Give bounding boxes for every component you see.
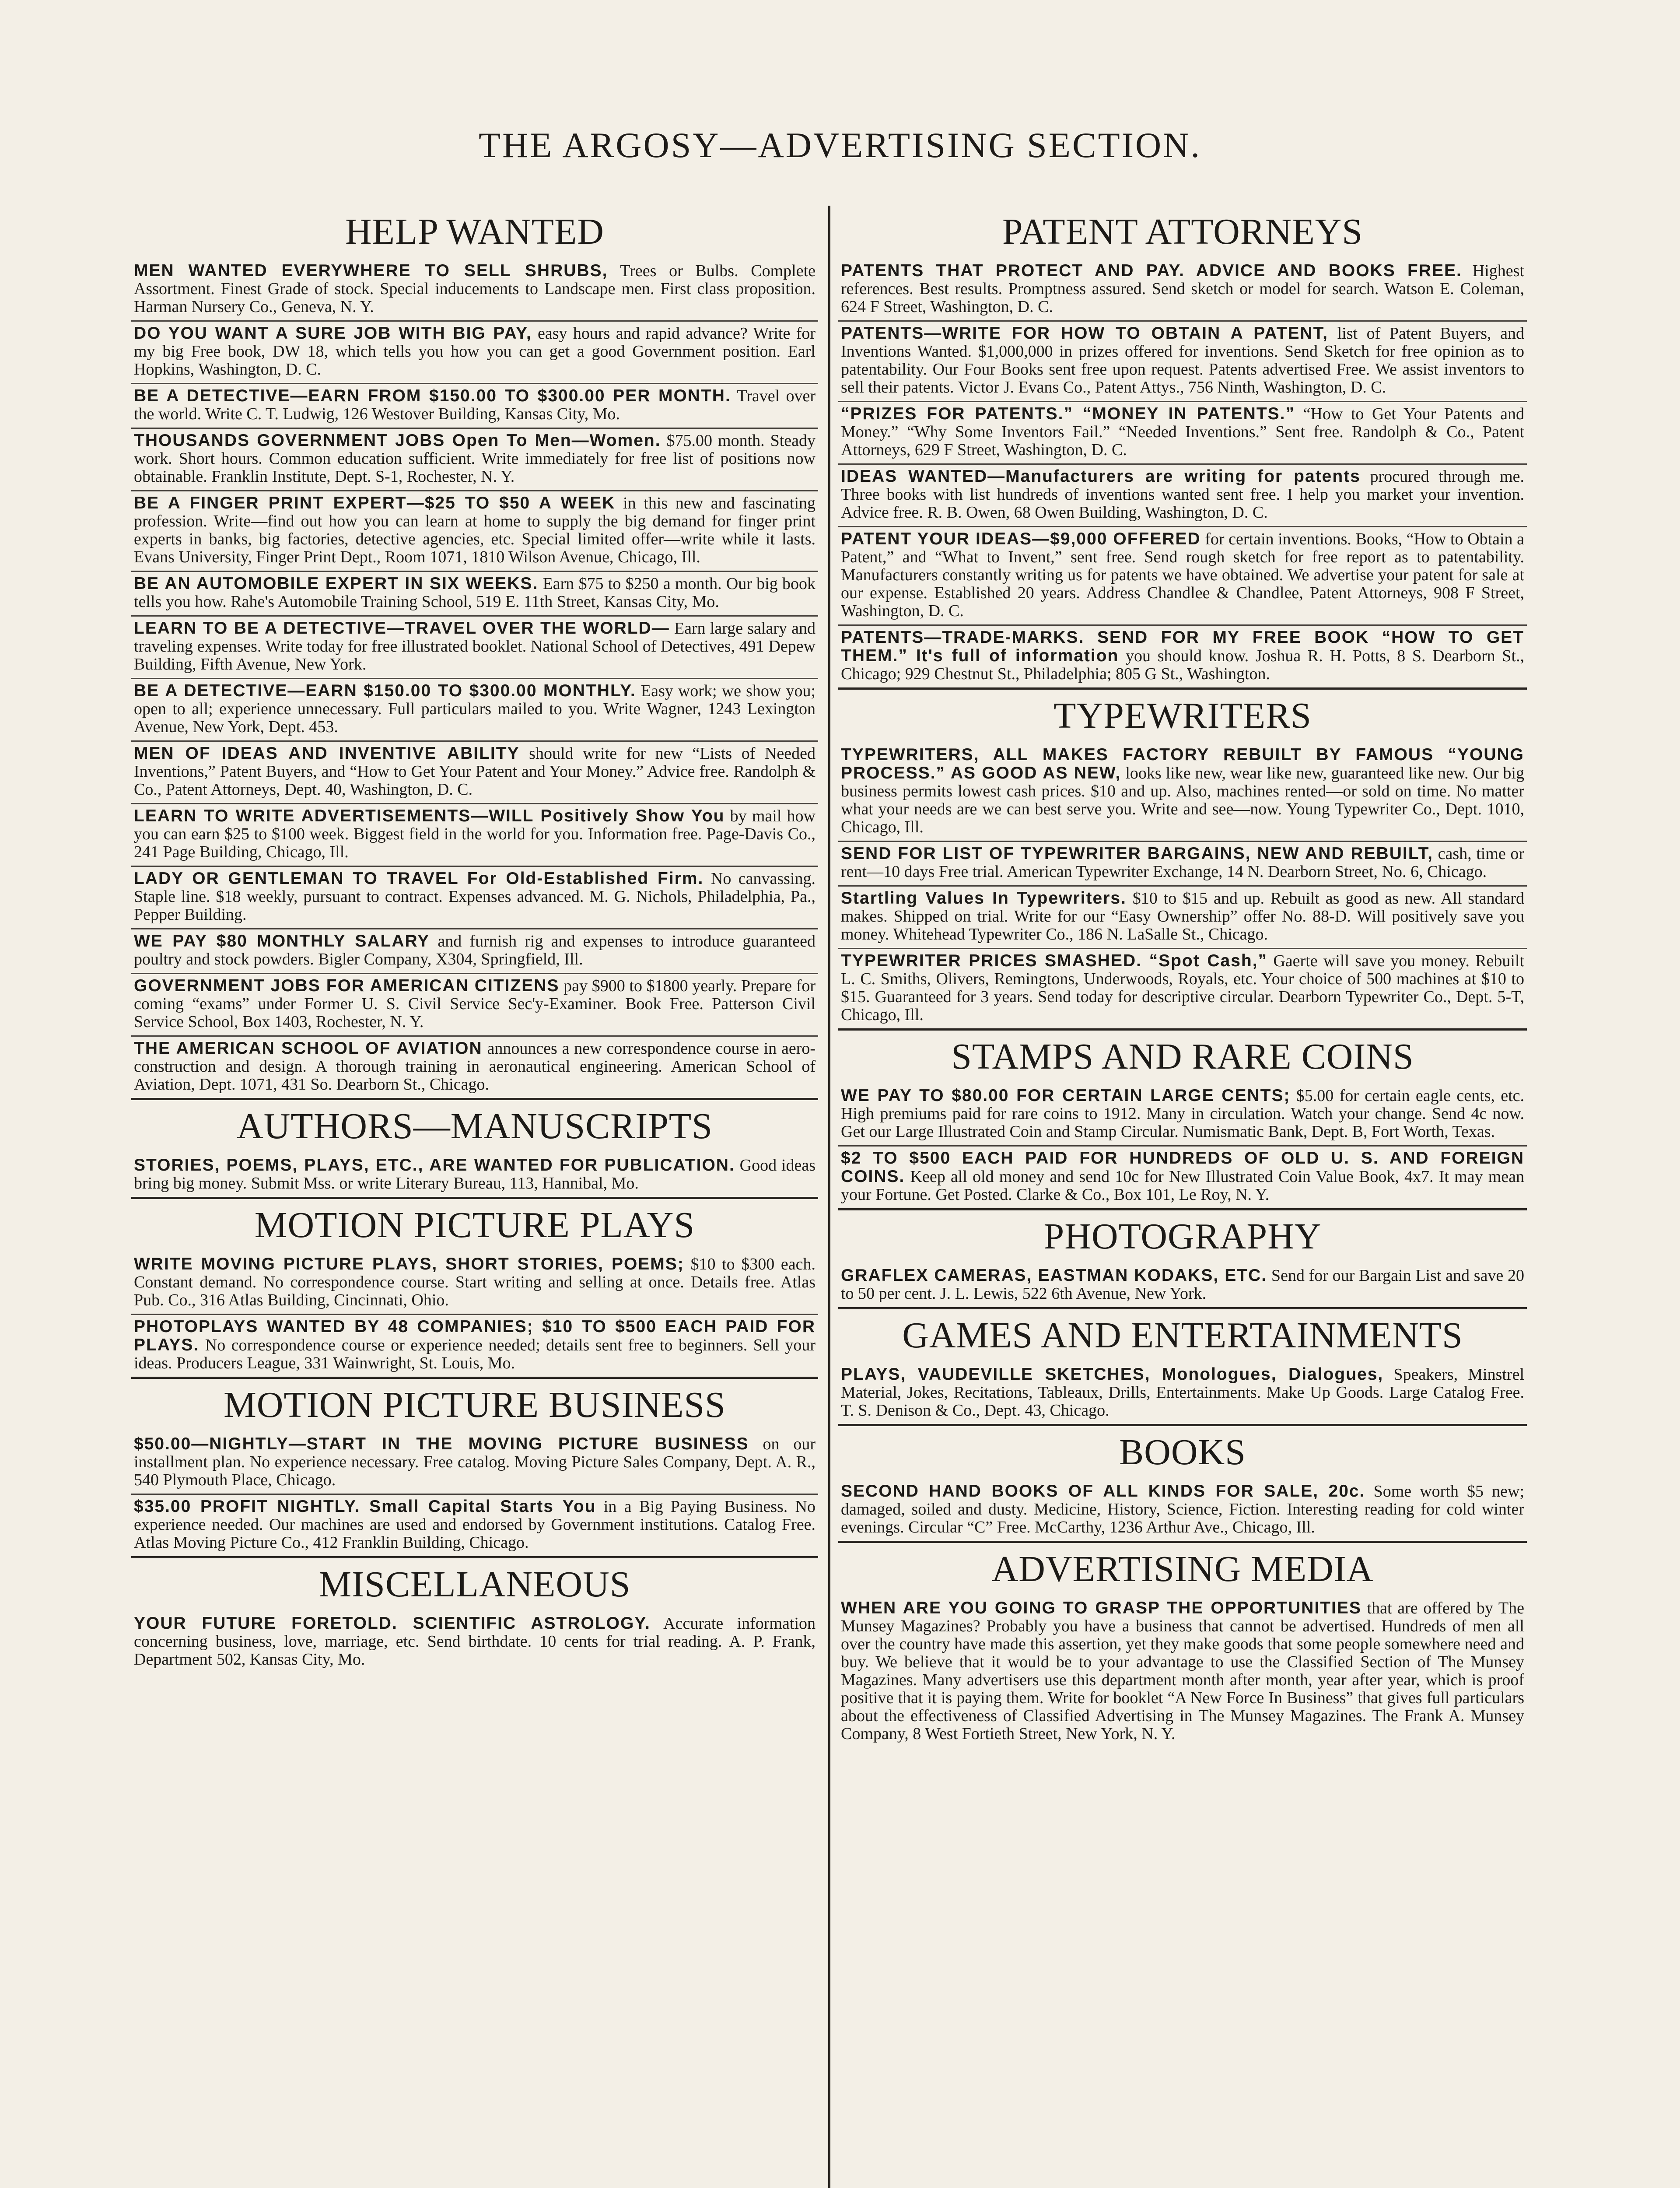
ad-headline: Startling Values In Typewriters. (841, 889, 1127, 908)
ad-body: Gaerte will save you money. Rebuilt L. C. Smiths, Olivers, Remingtons, Underwoods, Royals, etc. Your choice of 500 machines at $10 to $15. Guaranteed for 3 years. Send today for descriptive circular. Dearborn Typewriter Co., Dept. 5-T, Chicago, Ill. (841, 952, 1525, 1024)
ad-headline: PHOTOPLAYS WANTED BY 48 COMPANIES; $10 TO $500 EACH PAID FOR PLAYS. (134, 1317, 816, 1354)
classified-ad (131, 259, 818, 320)
classified-ad (838, 401, 1527, 463)
section-title: PATENT ATTORNEYS (1002, 211, 1363, 252)
classified-ad (131, 490, 818, 571)
column-divider (828, 206, 830, 2188)
section-title: ADVERTISING MEDIA (991, 1549, 1374, 1589)
classified-ad (131, 1035, 818, 1098)
ad-body: that are offered by The Munsey Magazines? Probably you have a business that cannot be advertised. Hundreds of men all over the country have made this assertion, yet they make goods that some people somewhere need and buy. We believe that it would be to your advantage to use the Classified Section of The Munsey Magazines. Many advertisers use this department month after month, year after year, which is proof positive that it is paying them. Write for booklet “A New Force In Business” that gives full particulars about the effectiveness of Classified Advertising in The Munsey Magazines. The Frank A. Munsey Company, 8 West Fortieth Street, New York, N. Y. (841, 1599, 1524, 1743)
section-typewriters (838, 690, 1527, 1031)
ad-body: on our installment plan. No experience necessary. Free catalog. Moving Picture Sales Company, Dept. A. R., 540 Plymouth Place, Chicago. (134, 1435, 816, 1489)
ad-body: announces a new correspondence course in aero-construction and design. A thorough training in aeronautical engineering. American School of Aviation, Dept. 1071, 431 So. Dearborn St., Chicago. (134, 1039, 816, 1094)
classified-ad (838, 1145, 1527, 1208)
section-photography (838, 1210, 1527, 1309)
ad-body: Earn $75 to $250 a month. Our big book tells you how. Rahe's Automobile Training School, 519 E. 11th Street, Kansas City, Mo. (134, 575, 816, 611)
section-authors-manuscripts (131, 1100, 818, 1199)
ad-headline: LEARN TO BE A DETECTIVE—TRAVEL OVER THE WORLD— (134, 619, 670, 638)
ad-headline: THE AMERICAN SCHOOL OF AVIATION (134, 1039, 483, 1058)
section-help-wanted (131, 206, 818, 1100)
section-title: MOTION PICTURE PLAYS (254, 1205, 695, 1245)
ad-headline: TYPEWRITERS, ALL MAKES FACTORY REBUILT BY FAMOUS “YOUNG PROCESS.” AS GOOD AS NEW, (841, 745, 1524, 782)
ad-headline: WE PAY TO $80.00 FOR CERTAIN LARGE CENTS; (841, 1086, 1291, 1105)
ad-body: No correspondence course or experience needed; details sent free to beginners. Sell your ideas. Producers League, 331 Wainwright, St. Louis, Mo. (134, 1336, 816, 1372)
ad-body: Easy work; we show you; open to all; experience unnecessary. Full particulars mailed to you. Write Wagner, 1243 Lexington Avenue, New York, Dept. 453. (134, 682, 816, 736)
ad-headline: PATENTS—TRADE-MARKS. SEND FOR MY FREE BOOK “HOW TO GET THEM.” It's full of information (841, 628, 1524, 665)
ad-headline: BE A DETECTIVE—EARN FROM $150.00 TO $300.00 PER MONTH. (134, 386, 731, 405)
section-title: MISCELLANEOUS (318, 1564, 631, 1605)
ad-headline: LEARN TO WRITE ADVERTISEMENTS—WILL Positively Show You (134, 806, 725, 825)
ad-headline: MEN OF IDEAS AND INVENTIVE ABILITY (134, 744, 520, 763)
classified-ad (131, 1432, 818, 1494)
ad-headline: GRAFLEX CAMERAS, EASTMAN KODAKS, ETC. (841, 1266, 1267, 1285)
ad-body: No canvassing. Staple line. $18 weekly, pursuant to contract. Expenses advanced. M. G. Nichols, Philadelphia, Pa., Pepper Building. (134, 870, 816, 924)
ad-body: Trees or Bulbs. Complete Assortment. Finest Grade of stock. Special inducements to Landscape men. First class proposition. Harman Nursery Co., Geneva, N. Y. (134, 262, 816, 316)
ad-headline: WRITE MOVING PICTURE PLAYS, SHORT STORIES, POEMS; (134, 1255, 684, 1273)
ad-body: Highest references. Best results. Promptness assured. Send sketch or model for search. Watson E. Coleman, 624 F Street, Washington, D. C. (841, 262, 1524, 316)
section-title: STAMPS AND RARE COINS (951, 1036, 1414, 1077)
ad-headline: PATENT YOUR IDEAS—$9,000 OFFERED (841, 529, 1201, 548)
classified-ad (838, 948, 1527, 1028)
left-column (131, 206, 818, 1673)
ad-body: in a Big Paying Business. No experience needed. Our machines are used and endorsed by Government institutions. Catalog Free. Atlas Moving Picture Co., 412 Franklin Building, Chicago. (134, 1497, 816, 1552)
ad-headline: PATENTS—WRITE FOR HOW TO OBTAIN A PATENT, (841, 324, 1328, 343)
section-title: MOTION PICTURE BUSINESS (224, 1385, 726, 1425)
ad-headline: GOVERNMENT JOBS FOR AMERICAN CITIZENS (134, 976, 560, 995)
ad-body: you should know. Joshua R. H. Potts, 8 S. Dearborn St., Chicago; 929 Chestnut St., Philadelphia; 805 G St., Washington. (841, 647, 1525, 683)
section-motion-picture-plays (131, 1199, 818, 1379)
ad-body: $10 to $15 and up. Rebuilt as good as new. All standard makes. Shipped on trial. Write for our “Easy Ownership” offer No. 88-D. Will positively save you money. Whitehead Typewriter Co., 186 N. LaSalle St., Chicago. (841, 889, 1525, 943)
classified-ad (838, 885, 1527, 948)
ad-body: pay $900 to $1800 yearly. Prepare for coming “exams” under Former U. S. Civil Service Sec'y-Examiner. Book Free. Patterson Civil Service School, Box 1403, Rochester, N. Y. (134, 977, 816, 1031)
page-header: THE ARGOSY—ADVERTISING SECTION. (478, 125, 1201, 165)
ad-headline: BE AN AUTOMOBILE EXPERT IN SIX WEEKS. (134, 574, 539, 593)
classified-ad (131, 1494, 818, 1556)
ad-headline: MEN WANTED EVERYWHERE TO SELL SHRUBS, (134, 261, 608, 280)
classified-ad (131, 383, 818, 428)
classified-ad (131, 1314, 818, 1377)
classified-ad (131, 866, 818, 928)
classified-ad (131, 678, 818, 740)
classified-ad (838, 1480, 1527, 1541)
ad-body: for certain inventions. Books, “How to Obtain a Patent,” and “What to Invent,” sent free. Send rough sketch for free report as to patentability. Manufacturers constantly writing us for patents we have obtained. We advertise your patent for sale at our expense. Established 20 years. Address Chandlee & Chandlee, Patent Attorneys, 908 F Street, Washington, D. C. (841, 530, 1524, 620)
classified-ad (131, 428, 818, 490)
classified-ad (131, 803, 818, 866)
ad-body: should write for new “Lists of Needed Inventions,” Patent Buyers, and “How to Get Your Patent and Your Money.” Advice free. Randolph & Co., Patent Attorneys, Dept. 40, Washington, D. C. (134, 744, 816, 799)
classified-ad (131, 320, 818, 383)
classified-ad (131, 740, 818, 803)
classified-ad (131, 928, 818, 973)
ad-body: Some worth $5 new; damaged, soiled and dusty. Medicine, History, Science, Fiction. Interesting reading for cold winter evenings. Circular “C” Free. McCarthy, 1236 Arthur Ave., Chicago, Ill. (841, 1482, 1525, 1536)
section-title: AUTHORS—MANUSCRIPTS (237, 1106, 713, 1147)
ad-body: Speakers, Minstrel Material, Jokes, Recitations, Tableaux, Drills, Entertainments. Make Up Goods. Large Catalog Free. T. S. Denison & Co., Dept. 43, Chicago. (841, 1365, 1525, 1420)
ad-body: cash, time or rent—10 days Free trial. American Typewriter Exchange, 14 N. Dearborn Street, No. 6, Chicago. (841, 845, 1525, 881)
ad-body: Earn large salary and traveling expenses. Write today for free illustrated booklet. National School of Detectives, 491 Depew Building, Fifth Avenue, New York. (134, 619, 816, 673)
ad-headline: IDEAS WANTED—Manufacturers are writing for patents (841, 467, 1361, 486)
section-title: PHOTOGRAPHY (1043, 1216, 1322, 1257)
ad-body: list of Patent Buyers, and Inventions Wanted. $1,000,000 in prizes offered for inventions. Send Sketch for free opinion as to patentability. Our Four Books sent free upon request. Patents advertised Free. We assist inventors to sell their patents. Victor J. Evans Co., Patent Attys., 756 Ninth, Washington, D. C. (841, 324, 1524, 396)
classified-ad (838, 841, 1527, 885)
section-advertising-media (838, 1543, 1527, 1747)
ad-headline: “PRIZES FOR PATENTS.” “MONEY IN PATENTS.” (841, 404, 1295, 423)
section-motion-picture-business (131, 1379, 818, 1558)
ad-headline: $50.00—NIGHTLY—START IN THE MOVING PICTURE BUSINESS (134, 1434, 749, 1453)
classified-ad (838, 743, 1527, 841)
ad-headline: PATENTS THAT PROTECT AND PAY. ADVICE AND BOOKS FREE. (841, 261, 1462, 280)
classified-ad (838, 1084, 1527, 1145)
classified-ad (131, 571, 818, 615)
ad-headline: LADY OR GENTLEMAN TO TRAVEL For Old-Established Firm. (134, 869, 704, 888)
section-title: HELP WANTED (345, 211, 604, 252)
ad-headline: TYPEWRITER PRICES SMASHED. “Spot Cash,” (841, 951, 1268, 970)
section-books (838, 1426, 1527, 1543)
ad-headline: THOUSANDS GOVERNMENT JOBS Open To Men—Women. (134, 431, 661, 450)
classified-ad (131, 615, 818, 678)
ad-headline: $35.00 PROFIT NIGHTLY. Small Capital Starts You (134, 1497, 596, 1516)
ad-body: in this new and fascinating profession. Write—find out how you can learn at home to supply the big demand for finger print experts in banks, big factories, detective agencies, etc. Special limited offer—write while it lasts. Evans University, Finger Print Dept., Room 1071, 1810 Wilson Avenue, Chicago, Ill. (134, 494, 816, 566)
classified-ad (838, 320, 1527, 401)
classified-ad (838, 1264, 1527, 1307)
section-stamps-and-rare-coins (838, 1031, 1527, 1210)
ad-body: “How to Get Your Patents and Money.” “Why Some Inventors Fail.” “Needed Inventions.” Sent free. Randolph & Co., Patent Attorneys, 629 F Street, Washington, D. C. (841, 405, 1524, 459)
ad-headline: YOUR FUTURE FORETOLD. SCIENTIFIC ASTROLOGY. (134, 1614, 651, 1633)
section-miscellaneous (131, 1558, 818, 1673)
ad-headline: BE A DETECTIVE—EARN $150.00 TO $300.00 MONTHLY. (134, 681, 636, 700)
classified-ad (131, 1612, 818, 1673)
section-title: TYPEWRITERS (1054, 695, 1312, 736)
classified-ad (838, 526, 1527, 624)
ad-headline: PLAYS, VAUDEVILLE SKETCHES, Monologues, Dialogues, (841, 1365, 1384, 1384)
ad-headline: WHEN ARE YOU GOING TO GRASP THE OPPORTUNITIES (841, 1599, 1362, 1617)
classified-ad (838, 1363, 1527, 1424)
section-patent-attorneys (838, 206, 1527, 690)
classified-ad (838, 463, 1527, 526)
ad-body: and furnish rig and expenses to introduce guaranteed poultry and stock powders. Bigler Company, X304, Springfield, Ill. (134, 932, 816, 968)
ad-body: easy hours and rapid advance? Write for my big Free book, DW 18, which tells you how you can get a good Government position. Earl Hopkins, Washington, D. C. (134, 324, 816, 379)
ad-body: Keep all old money and send 10c for New Illustrated Coin Value Book, 4x7. It may mean your Fortune. Get Posted. Clarke & Co., Box 101, Le Roy, N. Y. (841, 1168, 1525, 1204)
ad-body: Send for our Bargain List and save 20 to 50 per cent. J. L. Lewis, 522 6th Avenue, New York. (841, 1266, 1524, 1303)
classified-ad (838, 1596, 1527, 1747)
ad-body: procured through me. Three books with list hundreds of inventions wanted sent free. I help you market your invention. Advice free. R. B. Owen, 68 Owen Building, Washington, D. C. (841, 467, 1525, 522)
classified-ad (131, 1252, 818, 1314)
ad-headline: $2 TO $500 EACH PAID FOR HUNDREDS OF OLD U. S. AND FOREIGN COINS. (841, 1149, 1524, 1186)
ad-headline: DO YOU WANT A SURE JOB WITH BIG PAY, (134, 324, 532, 343)
ad-body: $5.00 for certain eagle cents, etc. High premiums paid for rare coins to 1912. Many in circulation. Watch your change. Send 4c now. Get our Large Illustrated Coin and Stamp Circular. Numismatic Bank, Dept. B, Fort Worth, Texas. (841, 1087, 1525, 1141)
ad-body: by mail how you can earn $25 to $100 week. Biggest field in the world for you. Information free. Page-Davis Co., 241 Page Building, Chicago, Ill. (134, 807, 816, 861)
ad-headline: WE PAY $80 MONTHLY SALARY (134, 932, 430, 950)
section-games-and-entertainments (838, 1309, 1527, 1426)
ad-body: Accurate information concerning business, love, marriage, etc. Send birthdate. 10 cents for trial reading. A. P. Frank, Department 502, Kansas City, Mo. (134, 1614, 816, 1669)
ad-body: looks like new, wear like new, guaranteed like new. Our big business permits lowest cash prices. $10 and up. Also, machines rented—or sold on time. No matter what your needs are we can best serve you. Write and see—now. Young Typewriter Co., Dept. 1010, Chicago, Ill. (841, 764, 1524, 836)
ad-body: $75.00 month. Steady work. Short hours. Common education sufficient. Write immediately for free list of positions now obtainable. Franklin Institute, Dept. S-1, Rochester, N. Y. (134, 431, 816, 486)
classified-ad (131, 1154, 818, 1197)
section-title: GAMES AND ENTERTAINMENTS (902, 1315, 1463, 1356)
ad-headline: SEND FOR LIST OF TYPEWRITER BARGAINS, NEW AND REBUILT, (841, 844, 1433, 863)
ad-headline: BE A FINGER PRINT EXPERT—$25 TO $50 A WEEK (134, 494, 616, 512)
classified-ad (838, 624, 1527, 687)
ad-body: Good ideas bring big money. Submit Mss. or write Literary Bureau, 113, Hannibal, Mo. (134, 1156, 816, 1192)
classified-ad (838, 259, 1527, 320)
ad-headline: SECOND HAND BOOKS OF ALL KINDS FOR SALE, 20c. (841, 1482, 1365, 1501)
ad-headline: STORIES, POEMS, PLAYS, ETC., ARE WANTED FOR PUBLICATION. (134, 1156, 735, 1175)
classified-ad (131, 973, 818, 1035)
ad-body: $10 to $300 each. Constant demand. No correspondence course. Start writing and selling at once. Details free. Atlas Pub. Co., 316 Atlas Building, Cincinnati, Ohio. (134, 1255, 816, 1309)
section-title: BOOKS (1119, 1432, 1246, 1473)
ad-body: Travel over the world. Write C. T. Ludwig, 126 Westover Building, Kansas City, Mo. (134, 387, 816, 423)
right-column (838, 206, 1527, 1747)
